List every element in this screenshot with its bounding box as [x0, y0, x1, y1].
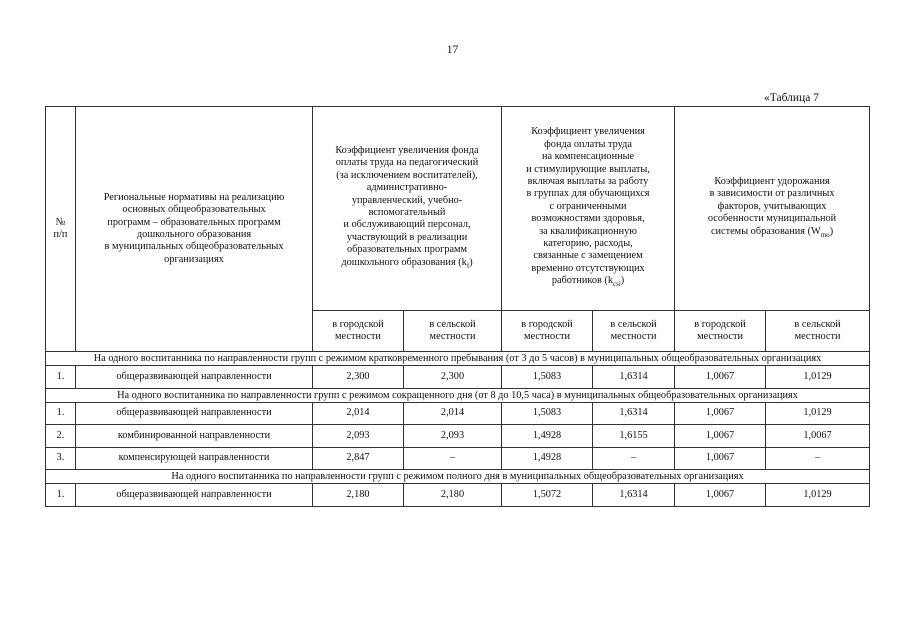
header-kf-cell: Коэффициент увеличения фонда оплаты труда на педагогический (за исключением воспитателей), административно- управленческий, учебно- вспомогательный и обслуживающий персонал, участвующий в реализации образовательных программ дошкольного образования $(k_f)$ [313, 107, 502, 311]
value-cell: 2,093 [313, 425, 404, 448]
header-kf-rural: в сельской местности [404, 311, 502, 352]
value-cell: – [593, 447, 675, 470]
row-number: 1. [46, 366, 76, 389]
value-cell: 1,0067 [675, 447, 766, 470]
value-cell: 1,6314 [593, 366, 675, 389]
value-cell: 1,5072 [502, 484, 593, 507]
value-cell: 1,0067 [675, 402, 766, 425]
table-row [46, 366, 870, 389]
table-row [46, 402, 870, 425]
section-title: На одного воспитанника по направленности групп с режимом полного дня в муниципальных общеобразовательных организациях [46, 470, 870, 484]
section-title: На одного воспитанника по направленности групп с режимом сокращенного дня (от 8 до 10,5 часа) в муниципальных общеобразовательных организациях [46, 388, 870, 402]
page-number: 17 [446, 44, 459, 56]
row-number: 1. [46, 402, 76, 425]
table-caption: «Таблица 7 [764, 92, 819, 104]
value-cell: 1,0067 [766, 425, 870, 448]
value-cell: – [766, 447, 870, 470]
table-row [46, 484, 870, 507]
value-cell: 2,180 [313, 484, 404, 507]
header-wmo-rural: в сельской местности [766, 311, 870, 352]
value-cell: 2,180 [404, 484, 502, 507]
header-kf-urban: в городской местности [313, 311, 404, 352]
value-cell: 1,0129 [766, 484, 870, 507]
header-wmo-cell: Коэффициент удорожания в зависимости от различных факторов, учитывающих особенности муниципальной системы образования $(W_{mo})$ [675, 107, 870, 311]
row-number: 3. [46, 447, 76, 470]
row-name: общеразвивающей направленности [76, 402, 313, 425]
row-name: общеразвивающей направленности [76, 366, 313, 389]
row-name: общеразвивающей направленности [76, 484, 313, 507]
header-kcsi-urban: в городской местности [502, 311, 593, 352]
section-row [46, 388, 870, 402]
row-name: комбинированной направленности [76, 425, 313, 448]
section-row [46, 352, 870, 366]
row-number: 1. [46, 484, 76, 507]
section-title: На одного воспитанника по направленности групп с режимом кратковременного пребывания (от 3 до 5 часов) в муниципальных общеобразовательных организациях [46, 352, 870, 366]
value-cell: 1,4928 [502, 447, 593, 470]
value-cell: 1,4928 [502, 425, 593, 448]
value-cell: 2,014 [313, 402, 404, 425]
header-kcsi-rural: в сельской местности [593, 311, 675, 352]
value-cell: 1,6314 [593, 484, 675, 507]
header-wmo-urban: в городской местности [675, 311, 766, 352]
value-cell: 2,847 [313, 447, 404, 470]
value-cell: 1,0067 [675, 425, 766, 448]
coefficients-table [45, 106, 870, 507]
table-row [46, 447, 870, 470]
value-cell: 1,6155 [593, 425, 675, 448]
section-row [46, 470, 870, 484]
value-cell: 1,6314 [593, 402, 675, 425]
row-number: 2. [46, 425, 76, 448]
value-cell: 2,300 [404, 366, 502, 389]
row-name: компенсирующей направленности [76, 447, 313, 470]
value-cell: 2,014 [404, 402, 502, 425]
value-cell: 1,0067 [675, 484, 766, 507]
header-row [46, 107, 870, 311]
value-cell: 1,0129 [766, 402, 870, 425]
table-row [46, 425, 870, 448]
header-kcsi-cell: Коэффициент увеличения фонда оплаты труда на компенсационные и стимулирующие выплаты, включая выплаты за работу в группах для обучающихся с ограниченными возможностями здоровья, за квалификационную категорию, расходы, связанные с замещением временно отсутствующих работников $(k_{csi})$ [502, 107, 675, 311]
value-cell: 1,5083 [502, 366, 593, 389]
value-cell: 2,093 [404, 425, 502, 448]
header-normative-cell: Региональные нормативы на реализацию основных общеобразовательных программ – образовательных программ дошкольного образования в муниципальных общеобразовательных организациях [76, 107, 313, 352]
value-cell: 1,0067 [675, 366, 766, 389]
value-cell: 1,5083 [502, 402, 593, 425]
value-cell: 2,300 [313, 366, 404, 389]
value-cell: 1,0129 [766, 366, 870, 389]
value-cell: – [404, 447, 502, 470]
header-number-cell: № п/п [46, 107, 76, 352]
